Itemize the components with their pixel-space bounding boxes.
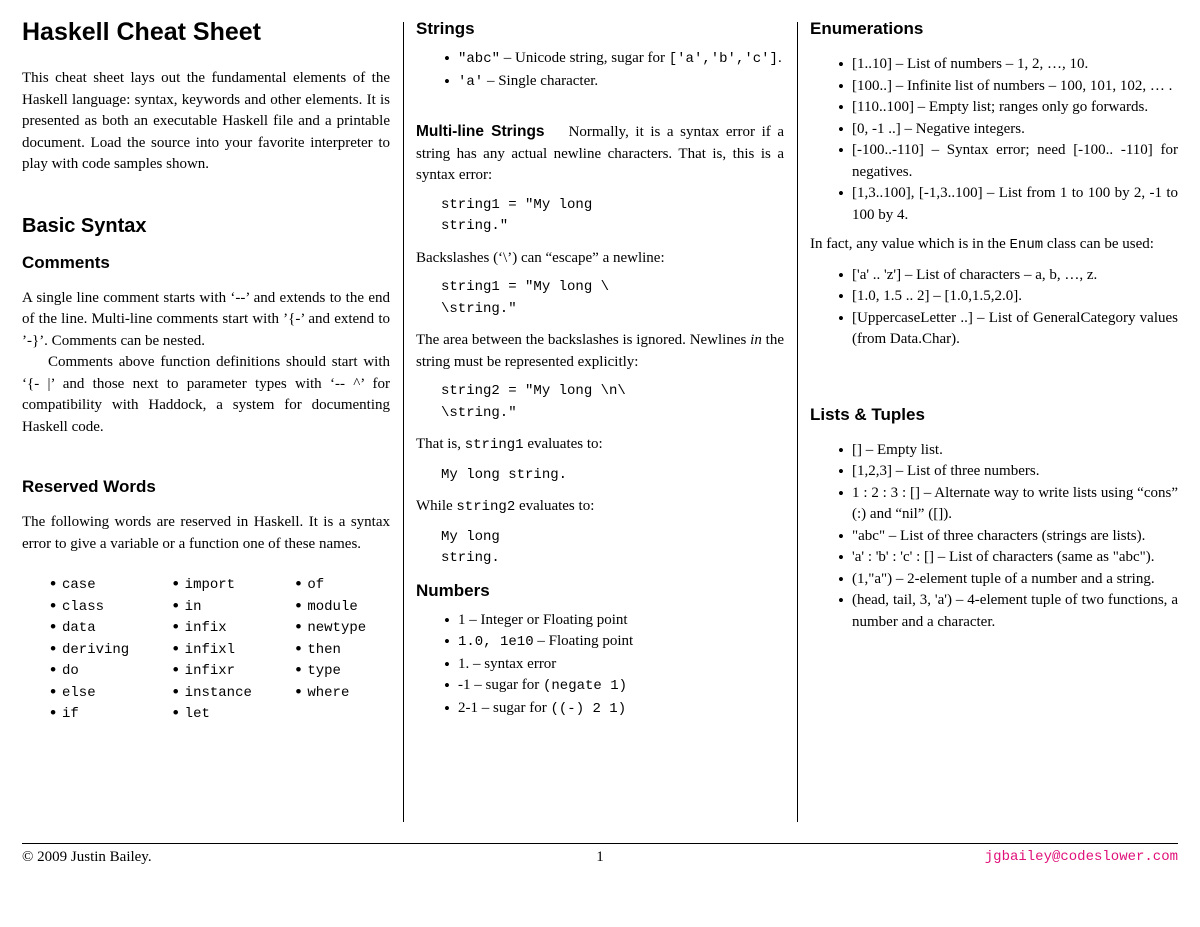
numbers-list	[416, 610, 784, 721]
reserved-word: • type	[307, 661, 390, 683]
basic-syntax-heading: Basic Syntax	[22, 214, 147, 237]
strings-list	[416, 48, 784, 93]
reserved-word: • infixl	[185, 640, 268, 662]
author-email-link[interactable]: jgbailey@codeslower.com	[984, 849, 1178, 865]
reserved-word: • instance	[185, 683, 268, 705]
reserved-words-list	[22, 575, 390, 726]
enumerations-list-2	[810, 265, 1178, 351]
reserved-word: • in	[185, 597, 268, 619]
list-item: • [0, -1 ..] – Negative integers.	[852, 119, 1178, 141]
enum-class-paragraph: In fact, any value which is in the Enum class can be used:	[810, 236, 1154, 253]
list-item: • [] – Empty list.	[852, 440, 1178, 462]
list-item: • [1..10] – List of numbers – 1, 2, …, 10.	[852, 54, 1178, 76]
reserved-words-heading: Reserved Words	[22, 477, 156, 496]
reserved-word: • class	[62, 597, 145, 619]
column-divider	[797, 22, 798, 822]
page-number: 1	[596, 849, 604, 865]
reserved-words-paragraph: The following words are reserved in Haskell. It is a syntax error to give a variable or a function one of these names.	[22, 514, 390, 552]
column-3	[810, 18, 1178, 641]
list-item: • 2-1 – sugar for ((-) 2 1)	[458, 698, 784, 721]
reserved-words-column-1	[22, 575, 145, 726]
list-item: • [110..100] – Empty list; ranges only go forwards.	[852, 97, 1178, 119]
enumerations-heading: Enumerations	[810, 19, 924, 38]
reserved-word: • of	[307, 575, 390, 597]
multiline-strings-paragraph: Multi-line Strings Normally, it is a syntax error if a string has any actual newline characters. That is, this is a syntax error:	[416, 123, 785, 183]
reserved-words-column-3	[267, 575, 390, 726]
list-item: • [UppercaseLetter ..] – List of GeneralCategory values (from Data.Char).	[852, 308, 1178, 351]
lists-tuples-list	[810, 440, 1178, 634]
footer-divider	[22, 843, 1178, 844]
reserved-word: • newtype	[307, 618, 390, 640]
list-item: • 'a' : 'b' : 'c' : [] – List of characters (same as "abc").	[852, 547, 1178, 569]
list-item: • ['a' .. 'z'] – List of characters – a, b, …, z.	[852, 265, 1178, 287]
reserved-word: • deriving	[62, 640, 145, 662]
list-item: • [1,3..100], [-1,3..100] – List from 1 to 100 by 2, -1 to 100 by 4.	[852, 183, 1178, 226]
page-title: Haskell Cheat Sheet	[22, 18, 261, 46]
reserved-words-column-2	[145, 575, 268, 726]
reserved-word: • module	[307, 597, 390, 619]
that-is-paragraph: That is, string1 evaluates to:	[416, 436, 603, 453]
code-block: string2 = "My long \n\ \string."	[441, 383, 626, 421]
comments-heading: Comments	[22, 252, 110, 272]
column-divider	[403, 22, 404, 822]
column-2	[416, 18, 784, 728]
reserved-word: • infix	[185, 618, 268, 640]
code-block: My long string.	[441, 466, 568, 483]
list-item: • 1 : 2 : 3 : [] – Alternate way to write lists using “cons” (:) and “nil” ([]).	[852, 483, 1178, 526]
comments-paragraph-1: A single line comment starts with ‘--’ and extends to the end of the line. Multi-line comments start with ’{-’ and extend to ’-}’. Comments can be nested.	[22, 289, 390, 349]
lists-tuples-heading: Lists & Tuples	[810, 404, 925, 424]
enumerations-list	[810, 54, 1178, 226]
area-paragraph: The area between the backslashes is ignored. Newlines in the string must be represented explicitly:	[416, 332, 784, 370]
reserved-word: • let	[185, 704, 268, 726]
numbers-heading: Numbers	[416, 580, 490, 600]
list-item: • [1.0, 1.5 .. 2] – [1.0,1.5,2.0].	[852, 286, 1178, 308]
list-item: • 1.0, 1e10 – Floating point	[458, 631, 784, 654]
list-item: • 'a' – Single character.	[458, 71, 784, 94]
reserved-word: • do	[62, 661, 145, 683]
intro-paragraph: This cheat sheet lays out the fundamental elements of the Haskell language: syntax, keywords and other elements. It is presented as both an executable Haskell file and a printable document. Load the source into your favorite interpreter to play with code samples shown.	[22, 70, 390, 172]
list-item: • -1 – sugar for (negate 1)	[458, 675, 784, 698]
code-block: My long string.	[441, 528, 500, 566]
reserved-word: • if	[62, 704, 145, 726]
comments-paragraph-2: Comments above function definitions should start with ‘{- |’ and those next to parameter types with ‘-- ^’ for compatibility with Haddock, a system for documenting Haskell code.	[22, 354, 390, 435]
code-block: string1 = "My long string."	[441, 196, 593, 234]
while-paragraph: While string2 evaluates to:	[416, 498, 595, 515]
reserved-word: • else	[62, 683, 145, 705]
backslash-paragraph: Backslashes (‘\’) can “escape” a newline:	[416, 249, 665, 266]
list-item: • (head, tail, 3, 'a') – 4-element tuple of two functions, a number and a character.	[852, 590, 1178, 633]
list-item: • "abc" – Unicode string, sugar for ['a','b','c'].	[458, 48, 784, 71]
reserved-word: • infixr	[185, 661, 268, 683]
copyright: © 2009 Justin Bailey.	[22, 849, 152, 865]
reserved-word: • import	[185, 575, 268, 597]
list-item: • 1. – syntax error	[458, 654, 784, 676]
reserved-word: • data	[62, 618, 145, 640]
reserved-word: • case	[62, 575, 145, 597]
list-item: • "abc" – List of three characters (strings are lists).	[852, 526, 1178, 548]
list-item: • (1,"a") – 2-element tuple of a number and a string.	[852, 569, 1178, 591]
list-item: • 1 – Integer or Floating point	[458, 610, 784, 632]
strings-heading: Strings	[416, 19, 475, 38]
code-block: string1 = "My long \ \string."	[441, 279, 610, 317]
column-1	[22, 18, 390, 726]
reserved-word: • then	[307, 640, 390, 662]
list-item: • [-100..-110] – Syntax error; need [-100.. -110] for negatives.	[852, 140, 1178, 183]
reserved-word: • where	[307, 683, 390, 705]
list-item: • [100..] – Infinite list of numbers – 100, 101, 102, … .	[852, 76, 1178, 98]
list-item: • [1,2,3] – List of three numbers.	[852, 461, 1178, 483]
multiline-strings-heading: Multi-line Strings	[416, 123, 545, 140]
